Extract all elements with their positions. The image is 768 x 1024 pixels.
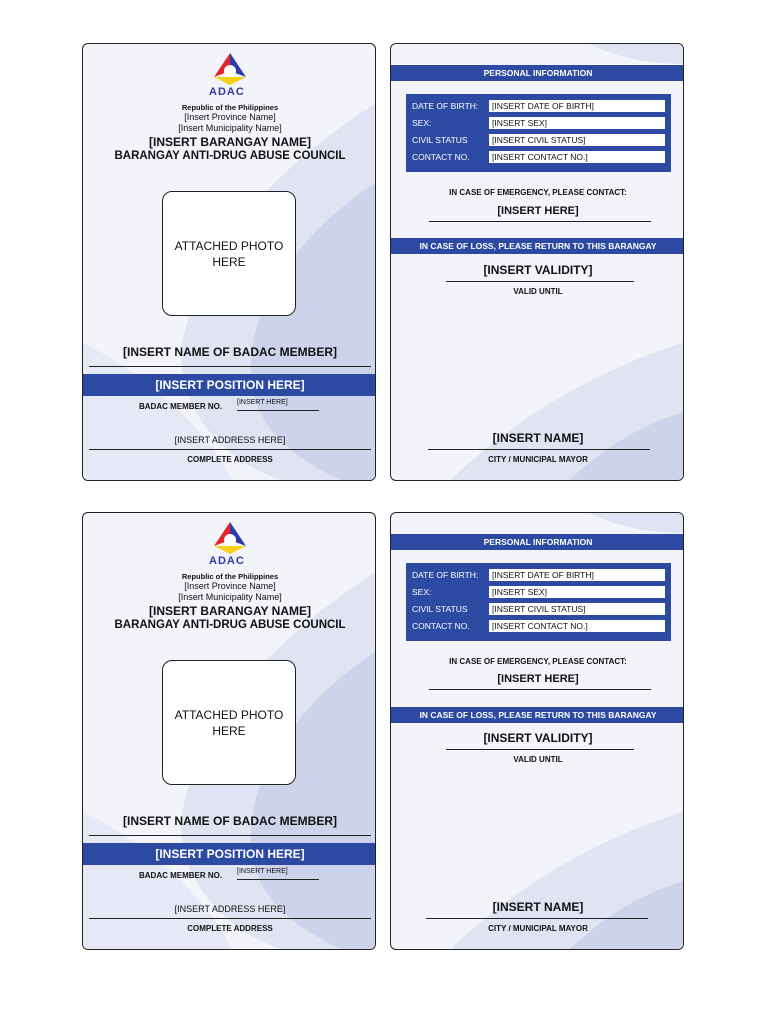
mayor-label: CITY / MUNICIPAL MAYOR (488, 455, 588, 464)
emergency-value: [INSERT HERE] (497, 205, 579, 217)
field-label: CONTACT NO. (412, 621, 470, 631)
mayor-line (428, 449, 650, 450)
member-no-label: BADAC MEMBER NO. (139, 402, 223, 411)
barangay-name: [INSERT BARANGAY NAME] (148, 135, 311, 149)
field-value: [INSERT CIVIL STATUS] (488, 133, 666, 147)
field-value: [INSERT SEX] (488, 116, 666, 130)
loss-band-text: IN CASE OF LOSS, PLEASE RETURN TO THIS BARANGAY (419, 241, 657, 251)
validity-line (446, 281, 634, 282)
field-label: CIVIL STATUS (412, 604, 468, 614)
field-label: DATE OF BIRTH: (412, 101, 479, 111)
personal-info-header: PERSONAL INFORMATION (483, 537, 593, 547)
member-no-value: [INSERT HERE] (237, 399, 288, 406)
field-value: [INSERT CONTACT NO.] (488, 150, 666, 164)
member-name-line (89, 835, 371, 836)
council-name: BARANGAY ANTI-DRUG ABUSE COUNCIL (114, 619, 346, 631)
photo-text-line1: ATTACHED PHOTO (174, 707, 284, 722)
position-text: [INSERT POSITION HERE] (155, 847, 305, 861)
id-card-back (390, 512, 684, 950)
member-name-line (89, 366, 371, 367)
field-row-civil (406, 602, 671, 616)
field-row-sex (406, 585, 671, 599)
logo-text: ADAC (209, 86, 245, 98)
province-text: [Insert Province Name] (184, 581, 276, 591)
address-label: COMPLETE ADDRESS (187, 924, 273, 933)
photo-placeholder (162, 660, 296, 785)
field-value: [INSERT DATE OF BIRTH] (488, 568, 666, 582)
field-row-civil (406, 133, 671, 147)
logo-text: ADAC (209, 555, 245, 567)
validity-label: VALID UNTIL (513, 287, 563, 296)
field-label: CONTACT NO. (412, 152, 470, 162)
field-label: CIVIL STATUS (412, 135, 468, 145)
emergency-label: IN CASE OF EMERGENCY, PLEASE CONTACT: (449, 188, 627, 197)
emergency-line (429, 689, 651, 690)
barangay-name: [INSERT BARANGAY NAME] (148, 604, 311, 618)
emergency-label: IN CASE OF EMERGENCY, PLEASE CONTACT: (449, 657, 627, 666)
loss-band-text: IN CASE OF LOSS, PLEASE RETURN TO THIS BARANGAY (419, 710, 657, 720)
address-line (89, 918, 371, 919)
field-row-birth (406, 568, 671, 582)
republic-text: Republic of the Philippines (181, 572, 279, 581)
field-row-contact (406, 150, 671, 164)
municipality-text: [Insert Municipality Name] (178, 592, 282, 602)
validity-value: [INSERT VALIDITY] (483, 263, 593, 277)
member-no-line (237, 879, 319, 880)
member-name: [INSERT NAME OF BADAC MEMBER] (123, 814, 337, 828)
member-name: [INSERT NAME OF BADAC MEMBER] (123, 345, 337, 359)
field-value: [INSERT DATE OF BIRTH] (488, 99, 666, 113)
address-text: [INSERT ADDRESS HERE] (174, 904, 286, 914)
municipality-text: [Insert Municipality Name] (178, 123, 282, 133)
personal-info-band (391, 65, 684, 81)
field-row-sex (406, 116, 671, 130)
field-row-birth (406, 99, 671, 113)
field-label: SEX: (412, 118, 432, 128)
member-no-label: BADAC MEMBER NO. (139, 871, 223, 880)
loss-band (391, 238, 684, 254)
field-value: [INSERT SEX] (488, 585, 666, 599)
photo-placeholder (162, 191, 296, 316)
personal-info-header: PERSONAL INFORMATION (483, 68, 593, 78)
id-card-back (390, 43, 684, 481)
field-label: DATE OF BIRTH: (412, 570, 479, 580)
id-card-front (82, 512, 376, 950)
province-text: [Insert Province Name] (184, 112, 276, 122)
member-no-value: [INSERT HERE] (237, 868, 288, 875)
field-value: [INSERT CIVIL STATUS] (488, 602, 666, 616)
position-text: [INSERT POSITION HERE] (155, 378, 305, 392)
validity-line (446, 749, 634, 750)
photo-text-line1: ATTACHED PHOTO (174, 238, 284, 253)
mayor-line (426, 918, 648, 919)
position-band (83, 843, 376, 865)
emergency-value: [INSERT HERE] (497, 673, 579, 685)
republic-text: Republic of the Philippines (181, 103, 279, 112)
field-label: SEX: (412, 587, 432, 597)
field-value: [INSERT CONTACT NO.] (488, 619, 666, 633)
validity-label: VALID UNTIL (513, 755, 563, 764)
emergency-line (429, 221, 651, 222)
mayor-name: [INSERT NAME] (492, 900, 584, 914)
address-line (89, 449, 371, 450)
member-no-line (237, 410, 319, 411)
mayor-label: CITY / MUNICIPAL MAYOR (488, 924, 588, 933)
photo-text-line2: HERE (212, 254, 246, 269)
personal-info-box (406, 563, 671, 641)
personal-info-box (406, 94, 671, 172)
address-label: COMPLETE ADDRESS (187, 455, 273, 464)
address-text: [INSERT ADDRESS HERE] (174, 435, 286, 445)
council-name: BARANGAY ANTI-DRUG ABUSE COUNCIL (114, 150, 346, 162)
position-band (83, 374, 376, 396)
id-card-front (82, 43, 376, 481)
validity-value: [INSERT VALIDITY] (483, 731, 593, 745)
personal-info-band (391, 534, 684, 550)
loss-band (391, 707, 684, 723)
photo-text-line2: HERE (212, 723, 246, 738)
field-row-contact (406, 619, 671, 633)
mayor-name: [INSERT NAME] (492, 431, 584, 445)
